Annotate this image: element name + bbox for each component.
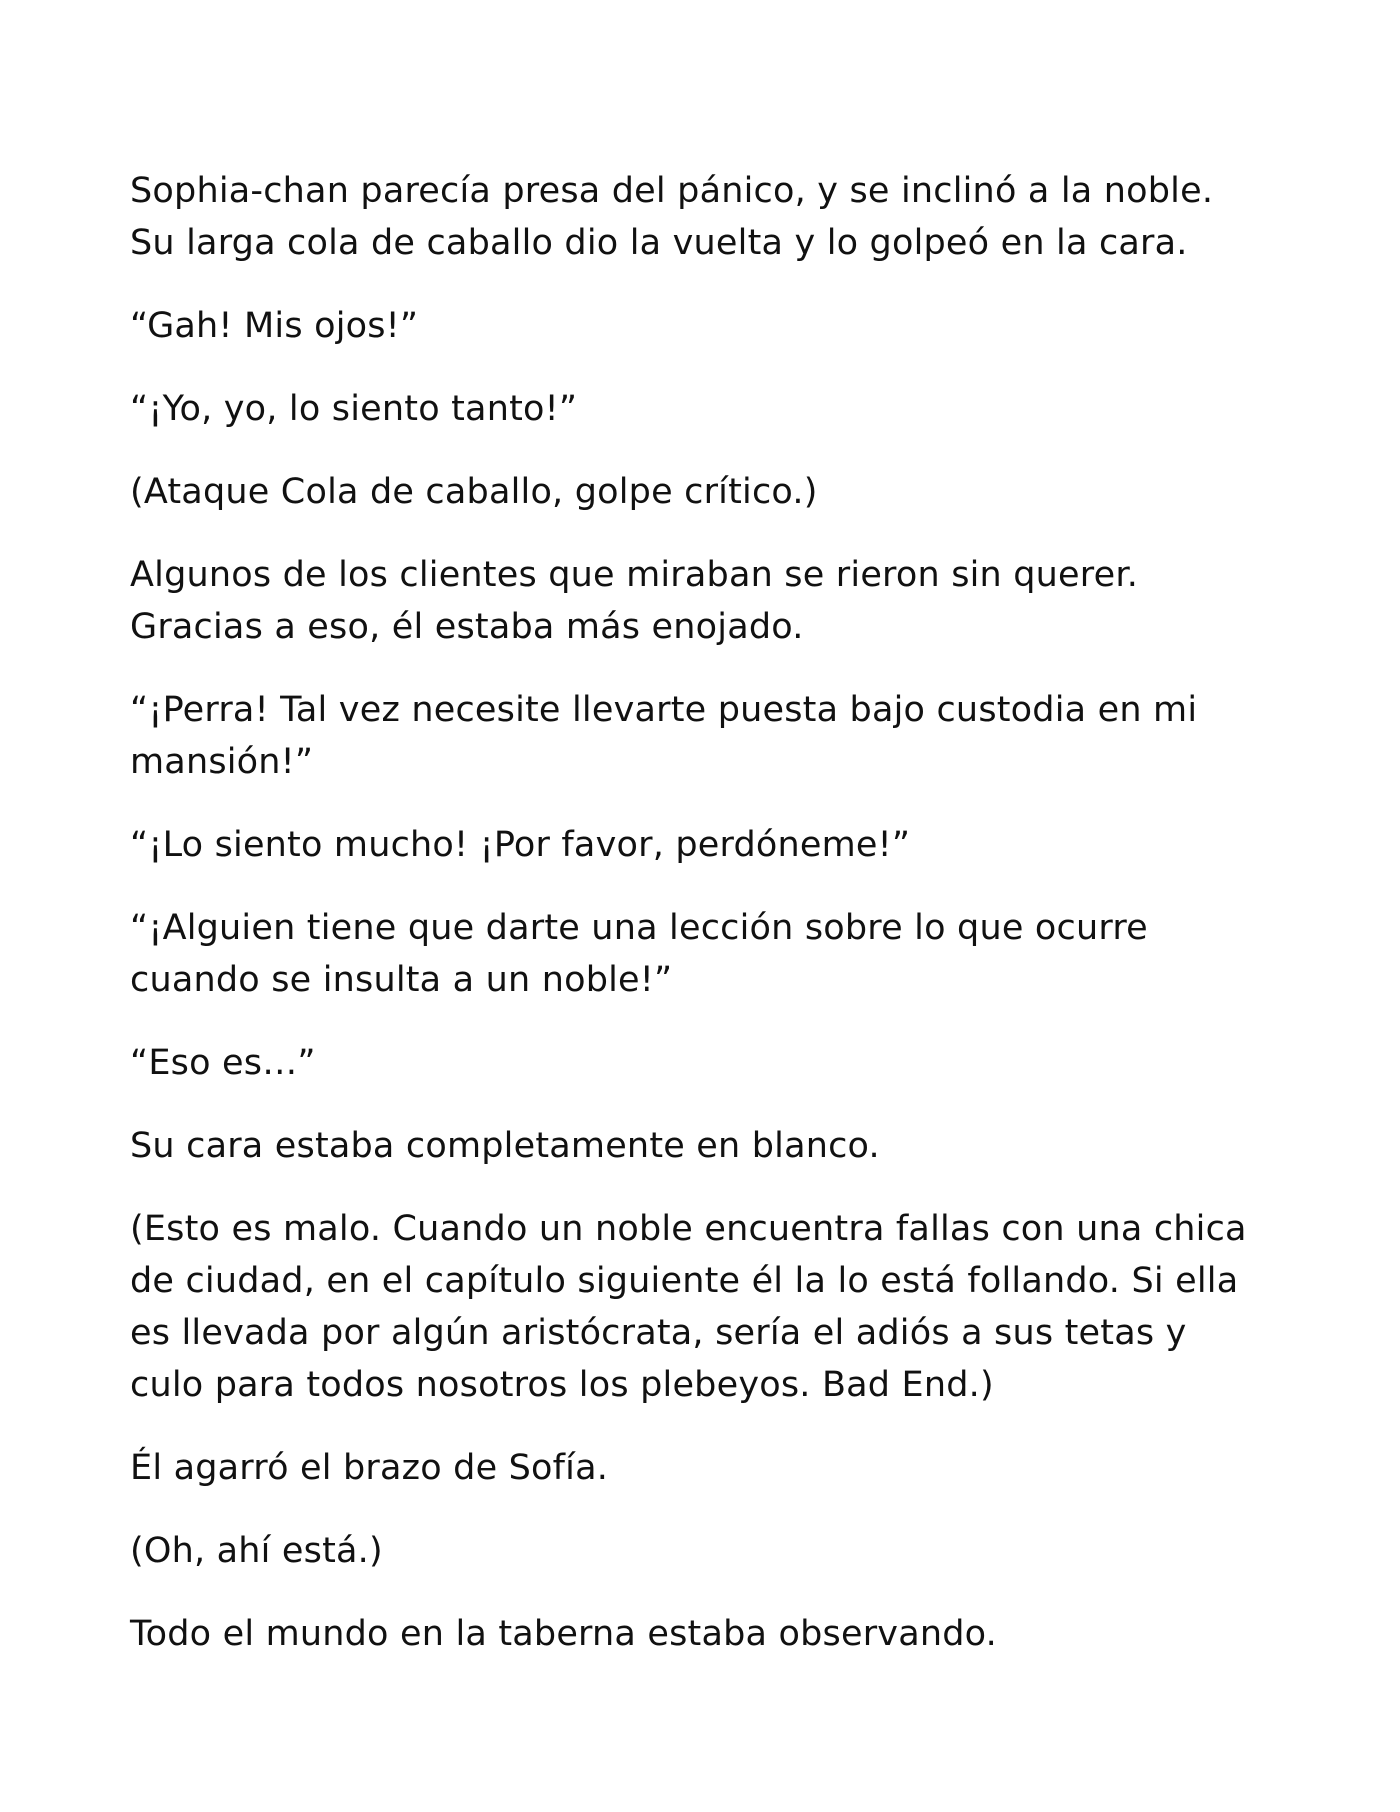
paragraph: “¡Perra! Tal vez necesite llevarte puesta bajo custodia en mi mansión!” (130, 690, 1198, 782)
paragraph: Su cara estaba completamente en blanco. (130, 1126, 880, 1166)
paragraph: (Oh, ahí está.) (130, 1531, 383, 1571)
paragraph: “Eso es…” (130, 1043, 316, 1083)
paragraph: Él agarró el brazo de Sofía. (130, 1448, 609, 1488)
paragraph: “¡Lo siento mucho! ¡Por favor, perdóneme!” (130, 825, 911, 865)
paragraph: “Gah! Mis ojos!” (130, 306, 419, 346)
paragraph: “¡Yo, yo, lo siento tanto!” (130, 389, 578, 429)
paragraph: Sophia-chan parecía presa del pánico, y se inclinó a la noble. Su larga cola de caballo dio la vuelta y lo golpeó en la cara. (130, 171, 1214, 263)
paragraph: (Esto es malo. Cuando un noble encuentra fallas con una chica de ciudad, en el capítulo siguiente él la lo está follando. Si ella es llevada por algún aristócrata, sería el adiós a sus tetas y culo para todos nosotros los plebeyos. Bad End.) (130, 1209, 1247, 1405)
document-body (130, 165, 1250, 1660)
paragraph: “¡Alguien tiene que darte una lección sobre lo que ocurre cuando se insulta a un noble!” (130, 908, 1148, 1000)
paragraph: Todo el mundo en la taberna estaba observando. (130, 1614, 997, 1654)
paragraph: Algunos de los clientes que miraban se rieron sin querer. Gracias a eso, él estaba más enojado. (130, 555, 1139, 647)
paragraph: (Ataque Cola de caballo, golpe crítico.) (130, 472, 818, 512)
